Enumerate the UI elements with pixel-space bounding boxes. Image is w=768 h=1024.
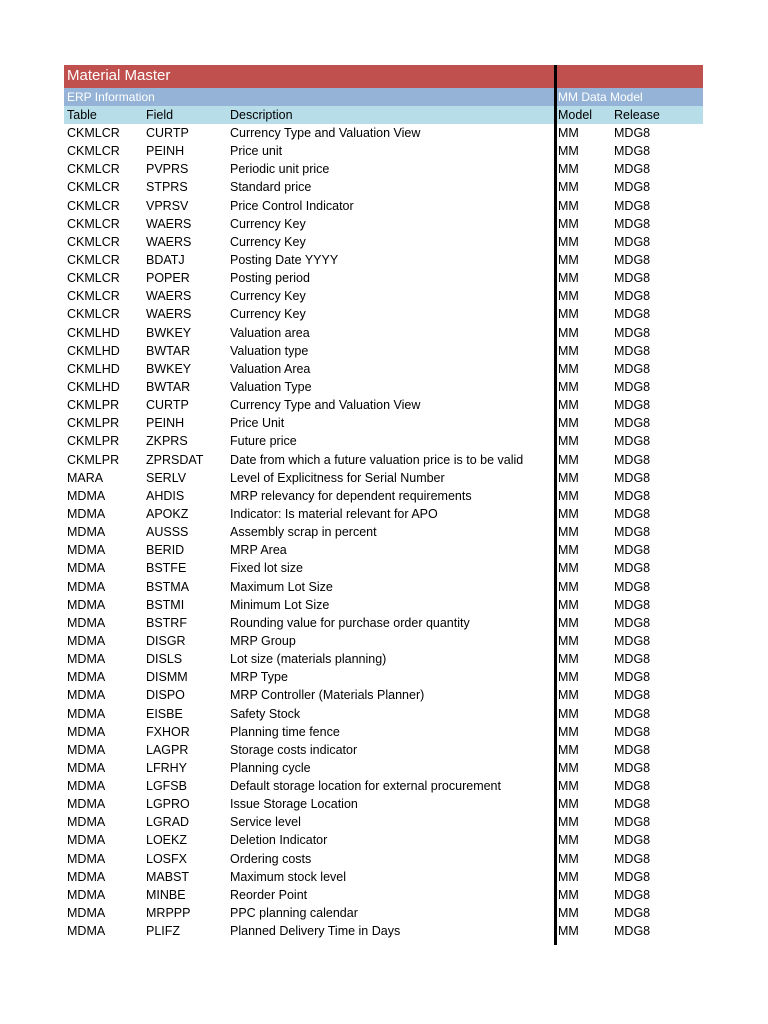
cell-model[interactable]: MM [558,506,579,521]
cell-model[interactable]: MM [558,434,579,449]
cell-field[interactable]: ZPRSDAT [146,452,204,467]
cell-model[interactable]: MM [558,361,579,376]
cell-table[interactable]: CKMLCR [67,198,120,213]
cell-table[interactable]: MDMA [67,869,106,884]
table-row[interactable] [64,541,703,559]
table-row[interactable] [64,124,703,142]
cell-release[interactable]: MDG8 [614,869,651,884]
cell-field[interactable]: WAERS [146,307,192,322]
cell-field[interactable]: CURTP [146,126,189,140]
cell-table[interactable]: CKMLPR [67,416,120,431]
cell-table[interactable]: CKMLCR [67,216,120,231]
col-header-description[interactable]: Description [230,108,293,122]
cell-table[interactable]: CKMLHD [67,379,120,394]
table-row[interactable] [64,813,703,831]
cell-table[interactable]: MDMA [67,851,106,866]
cell-model[interactable]: MM [558,742,579,757]
col-header-table[interactable]: Table [67,108,97,122]
cell-model[interactable]: MM [558,525,579,540]
table-row[interactable] [64,451,703,469]
cell-field[interactable]: DISLS [146,652,183,667]
cell-table[interactable]: CKMLCR [67,307,120,322]
cell-model[interactable]: MM [558,851,579,866]
cell-release[interactable]: MDG8 [614,797,651,812]
cell-release[interactable]: MDG8 [614,597,651,612]
cell-release[interactable]: MDG8 [614,887,651,902]
cell-field[interactable]: FXHOR [146,724,190,739]
cell-release[interactable]: MDG8 [614,779,651,794]
table-row[interactable] [64,360,703,378]
col-header-model[interactable]: Model [558,108,593,122]
cell-field[interactable]: BDATJ [146,252,185,267]
table-row[interactable] [64,305,703,323]
spreadsheet [64,65,703,940]
cell-table[interactable]: MDMA [67,579,106,594]
cell-model[interactable]: MM [558,343,579,358]
cell-description[interactable]: Periodic unit price [230,162,330,177]
table-row[interactable] [64,487,703,505]
cell-field[interactable]: EISBE [146,706,183,721]
cell-description[interactable]: Reorder Point [230,887,308,902]
cell-field[interactable]: LFRHY [146,760,187,775]
cell-table[interactable]: CKMLHD [67,343,120,358]
cell-description[interactable]: Planning cycle [230,760,311,775]
cell-table[interactable]: CKMLCR [67,162,120,177]
cell-release[interactable]: MDG8 [614,488,651,503]
cell-model[interactable]: MM [558,252,579,267]
cell-release[interactable]: MDG8 [614,815,651,830]
cell-release[interactable]: MDG8 [614,271,651,286]
table-row[interactable] [64,269,703,287]
cell-field[interactable]: MABST [146,869,190,884]
cell-table[interactable]: CKMLCR [67,144,120,159]
cell-description[interactable]: Assembly scrap in percent [230,525,377,540]
cell-model[interactable]: MM [558,833,579,848]
cell-description[interactable]: Valuation Area [230,361,311,376]
cell-table[interactable]: MDMA [67,797,106,812]
cell-release[interactable]: MDG8 [614,742,651,757]
cell-release[interactable]: MDG8 [614,652,651,667]
cell-field[interactable]: AUSSS [146,525,189,540]
table-row[interactable] [64,215,703,233]
cell-description[interactable]: Planned Delivery Time in Days [230,924,401,939]
table-row[interactable] [64,723,703,741]
table-row[interactable] [64,868,703,886]
table-row[interactable] [64,686,703,704]
cell-table[interactable]: MDMA [67,633,106,648]
cell-field[interactable]: DISGR [146,633,186,648]
cell-field[interactable]: LGRAD [146,815,190,830]
cell-table[interactable]: MDMA [67,742,106,757]
table-row[interactable] [64,795,703,813]
table-row[interactable] [64,705,703,723]
cell-field[interactable]: AHDIS [146,488,185,503]
cell-release[interactable]: MDG8 [614,633,651,648]
cell-model[interactable]: MM [558,652,579,667]
cell-field[interactable]: DISMM [146,670,188,685]
cell-release[interactable]: MDG8 [614,252,651,267]
cell-model[interactable]: MM [558,198,579,213]
cell-field[interactable]: BSTRF [146,615,187,630]
cell-description[interactable]: Currency Key [230,234,306,249]
cell-table[interactable]: CKMLPR [67,452,120,467]
cell-field[interactable]: BERID [146,543,185,558]
cell-description[interactable]: Rounding value for purchase order quantity [230,615,470,630]
cell-description[interactable]: Ordering costs [230,851,312,866]
cell-field[interactable]: LGPRO [146,797,190,812]
cell-table[interactable]: MDMA [67,652,106,667]
cell-model[interactable]: MM [558,924,579,939]
table-row[interactable] [64,432,703,450]
cell-table[interactable]: MDMA [67,488,106,503]
cell-field[interactable]: BSTMA [146,579,190,594]
cell-release[interactable]: MDG8 [614,434,651,449]
cell-table[interactable]: MDMA [67,924,106,939]
cell-table[interactable]: MDMA [67,906,106,921]
sheet-title: Material Master [67,67,171,84]
cell-field[interactable]: APOKZ [146,506,189,521]
cell-model[interactable]: MM [558,452,579,467]
cell-model[interactable]: MM [558,633,579,648]
cell-field[interactable]: PVPRS [146,162,189,177]
cell-description[interactable]: Valuation type [230,343,309,358]
cell-table[interactable]: MDMA [67,597,106,612]
cell-description[interactable]: Price unit [230,144,283,159]
table-row[interactable] [64,886,703,904]
cell-release[interactable]: MDG8 [614,615,651,630]
cell-field[interactable]: BSTFE [146,561,187,576]
cell-release[interactable]: MDG8 [614,851,651,866]
cell-release[interactable]: MDG8 [614,379,651,394]
cell-field[interactable]: BWTAR [146,343,191,358]
cell-model[interactable]: MM [558,760,579,775]
table-row[interactable] [64,614,703,632]
cell-description[interactable]: MRP Group [230,633,296,648]
cell-description[interactable]: Default storage location for external procurement [230,779,501,794]
cell-description[interactable]: Currency Key [230,289,306,304]
cell-model[interactable]: MM [558,670,579,685]
cell-table[interactable]: MDMA [67,833,106,848]
cell-release[interactable]: MDG8 [614,688,651,703]
cell-field[interactable]: WAERS [146,234,192,249]
cell-model[interactable]: MM [558,561,579,576]
cell-model[interactable]: MM [558,779,579,794]
cell-release[interactable]: MDG8 [614,144,651,159]
cell-release[interactable]: MDG8 [614,307,651,322]
cell-release[interactable]: MDG8 [614,470,651,485]
cell-release[interactable]: MDG8 [614,706,651,721]
cell-field[interactable]: PEINH [146,144,185,159]
cell-model[interactable]: MM [558,688,579,703]
table-row[interactable] [64,668,703,686]
cell-model[interactable]: MM [558,216,579,231]
cell-description[interactable]: Posting period [230,271,310,286]
cell-model[interactable]: MM [558,543,579,558]
cell-release[interactable]: MDG8 [614,162,651,177]
table-row[interactable] [64,378,703,396]
cell-field[interactable]: BWKEY [146,325,192,340]
cell-description[interactable]: Planning time fence [230,724,340,739]
cell-release[interactable]: MDG8 [614,561,651,576]
cell-description[interactable]: Fixed lot size [230,561,303,576]
cell-field[interactable]: MRPPP [146,906,191,921]
cell-field[interactable]: LOSFX [146,851,187,866]
cell-description[interactable]: Price Unit [230,416,285,431]
cell-field[interactable]: WAERS [146,216,192,231]
table-row[interactable] [64,469,703,487]
cell-description[interactable]: MRP Area [230,543,287,558]
table-row[interactable] [64,233,703,251]
cell-table[interactable]: MDMA [67,760,106,775]
cell-description[interactable]: Minimum Lot Size [230,597,330,612]
cell-release[interactable]: MDG8 [614,180,651,195]
col-header-field[interactable]: Field [146,108,174,122]
table-row[interactable] [64,414,703,432]
cell-field[interactable]: SERLV [146,470,187,485]
cell-release[interactable]: MDG8 [614,506,651,521]
cell-model[interactable]: MM [558,271,579,286]
cell-release[interactable]: MDG8 [614,126,651,140]
cell-model[interactable]: MM [558,597,579,612]
cell-release[interactable]: MDG8 [614,325,651,340]
cell-description[interactable]: Level of Explicitness for Serial Number [230,470,445,485]
cell-table[interactable]: MARA [67,470,104,485]
table-row[interactable] [64,251,703,269]
cell-model[interactable]: MM [558,162,579,177]
cell-field[interactable]: ZKPRS [146,434,188,449]
cell-field[interactable]: BSTMI [146,597,185,612]
cell-table[interactable]: MDMA [67,779,106,794]
table-row[interactable] [64,342,703,360]
cell-release[interactable]: MDG8 [614,670,651,685]
cell-description[interactable]: Currency Key [230,307,306,322]
cell-table[interactable]: MDMA [67,615,106,630]
cell-description[interactable]: Service level [230,815,301,830]
cell-model[interactable]: MM [558,706,579,721]
table-row[interactable] [64,904,703,922]
table-row[interactable] [64,850,703,868]
cell-table[interactable]: MDMA [67,724,106,739]
cell-table[interactable]: MDMA [67,525,106,540]
cell-model[interactable]: MM [558,906,579,921]
cell-description[interactable]: Currency Type and Valuation View [230,126,421,140]
cell-description[interactable]: Posting Date YYYY [230,252,339,267]
cell-model[interactable]: MM [558,887,579,902]
cell-model[interactable]: MM [558,307,579,322]
cell-model[interactable]: MM [558,815,579,830]
cell-model[interactable]: MM [558,579,579,594]
cell-field[interactable]: MINBE [146,887,186,902]
cell-release[interactable]: MDG8 [614,579,651,594]
cell-release[interactable]: MDG8 [614,906,651,921]
cell-description[interactable]: Currency Key [230,216,306,231]
cell-table[interactable]: CKMLPR [67,398,120,413]
column-header-row [64,106,703,124]
title-banner [64,65,703,88]
cell-description[interactable]: MRP Controller (Materials Planner) [230,688,425,703]
cell-description[interactable]: Indicator: Is material relevant for APO [230,506,438,521]
cell-description[interactable]: Safety Stock [230,706,301,721]
cell-model[interactable]: MM [558,488,579,503]
table-row[interactable] [64,632,703,650]
cell-description[interactable]: Lot size (materials planning) [230,652,387,667]
cell-field[interactable]: POPER [146,271,190,286]
cell-field[interactable]: LAGPR [146,742,189,757]
cell-table[interactable]: MDMA [67,561,106,576]
cell-table[interactable]: MDMA [67,688,106,703]
table-body [64,124,703,940]
cell-table[interactable]: CKMLCR [67,289,120,304]
cell-table[interactable]: CKMLCR [67,126,120,140]
cell-table[interactable]: CKMLPR [67,434,120,449]
cell-release[interactable]: MDG8 [614,216,651,231]
table-row[interactable] [64,396,703,414]
cell-description[interactable]: Price Control Indicator [230,198,354,213]
cell-table[interactable]: MDMA [67,815,106,830]
cell-release[interactable]: MDG8 [614,398,651,413]
cell-model[interactable]: MM [558,869,579,884]
cell-model[interactable]: MM [558,797,579,812]
cell-field[interactable]: PLIFZ [146,924,181,939]
cell-description[interactable]: Standard price [230,180,312,195]
cell-field[interactable]: VPRSV [146,198,189,213]
cell-model[interactable]: MM [558,180,579,195]
cell-description[interactable]: PPC planning calendar [230,906,358,921]
cell-model[interactable]: MM [558,126,579,140]
table-row[interactable] [64,777,703,795]
cell-model[interactable]: MM [558,416,579,431]
cell-model[interactable]: MM [558,470,579,485]
cell-field[interactable]: LGFSB [146,779,187,794]
cell-field[interactable]: CURTP [146,398,189,413]
cell-field[interactable]: BWKEY [146,361,192,376]
column-divider [554,65,557,945]
cell-field[interactable]: PEINH [146,416,185,431]
cell-description[interactable]: Maximum stock level [230,869,346,884]
table-row[interactable] [64,741,703,759]
cell-release[interactable]: MDG8 [614,343,651,358]
cell-release[interactable]: MDG8 [614,525,651,540]
cell-model[interactable]: MM [558,325,579,340]
cell-model[interactable]: MM [558,144,579,159]
cell-description[interactable]: Storage costs indicator [230,742,358,757]
cell-release[interactable]: MDG8 [614,724,651,739]
cell-field[interactable]: STPRS [146,180,188,195]
cell-table[interactable]: CKMLCR [67,271,120,286]
cell-model[interactable]: MM [558,289,579,304]
table-row[interactable] [64,578,703,596]
table-row[interactable] [64,178,703,196]
cell-table[interactable]: CKMLCR [67,234,120,249]
cell-table[interactable]: MDMA [67,506,106,521]
cell-table[interactable]: CKMLHD [67,361,120,376]
cell-model[interactable]: MM [558,234,579,249]
cell-release[interactable]: MDG8 [614,234,651,249]
cell-release[interactable]: MDG8 [614,361,651,376]
table-row[interactable] [64,324,703,342]
cell-table[interactable]: CKMLCR [67,252,120,267]
group-header-row [64,88,703,106]
cell-description[interactable]: Date from which a future valuation price is to be valid [230,452,524,467]
group-mm-data-model: MM Data Model [558,90,643,104]
col-header-release[interactable]: Release [614,108,660,122]
table-row[interactable] [64,142,703,160]
cell-release[interactable]: MDG8 [614,924,651,939]
cell-release[interactable]: MDG8 [614,289,651,304]
cell-release[interactable]: MDG8 [614,543,651,558]
table-row[interactable] [64,523,703,541]
cell-model[interactable]: MM [558,379,579,394]
cell-model[interactable]: MM [558,724,579,739]
cell-description[interactable]: Currency Type and Valuation View [230,398,421,413]
cell-table[interactable]: MDMA [67,670,106,685]
table-row[interactable] [64,759,703,777]
table-row[interactable] [64,197,703,215]
table-row[interactable] [64,160,703,178]
cell-description[interactable]: Issue Storage Location [230,797,358,812]
cell-field[interactable]: WAERS [146,289,192,304]
cell-model[interactable]: MM [558,615,579,630]
cell-field[interactable]: LOEKZ [146,833,187,848]
cell-model[interactable]: MM [558,398,579,413]
table-row[interactable] [64,505,703,523]
cell-release[interactable]: MDG8 [614,452,651,467]
cell-table[interactable]: MDMA [67,887,106,902]
table-row[interactable] [64,650,703,668]
cell-description[interactable]: Future price [230,434,297,449]
group-erp-information: ERP Information [67,90,155,104]
cell-table[interactable]: CKMLHD [67,325,120,340]
cell-release[interactable]: MDG8 [614,416,651,431]
cell-release[interactable]: MDG8 [614,833,651,848]
cell-description[interactable]: MRP Type [230,670,288,685]
cell-field[interactable]: BWTAR [146,379,191,394]
table-row[interactable] [64,559,703,577]
cell-table[interactable]: MDMA [67,543,106,558]
table-row[interactable] [64,287,703,305]
cell-description[interactable]: Valuation Type [230,379,312,394]
cell-field[interactable]: DISPO [146,688,185,703]
cell-table[interactable]: CKMLCR [67,180,120,195]
cell-description[interactable]: Maximum Lot Size [230,579,333,594]
cell-release[interactable]: MDG8 [614,760,651,775]
table-row[interactable] [64,831,703,849]
cell-table[interactable]: MDMA [67,706,106,721]
cell-description[interactable]: Deletion Indicator [230,833,328,848]
cell-description[interactable]: MRP relevancy for dependent requirements [230,488,472,503]
table-row[interactable] [64,922,703,940]
cell-description[interactable]: Valuation area [230,325,310,340]
table-row[interactable] [64,596,703,614]
cell-release[interactable]: MDG8 [614,198,651,213]
